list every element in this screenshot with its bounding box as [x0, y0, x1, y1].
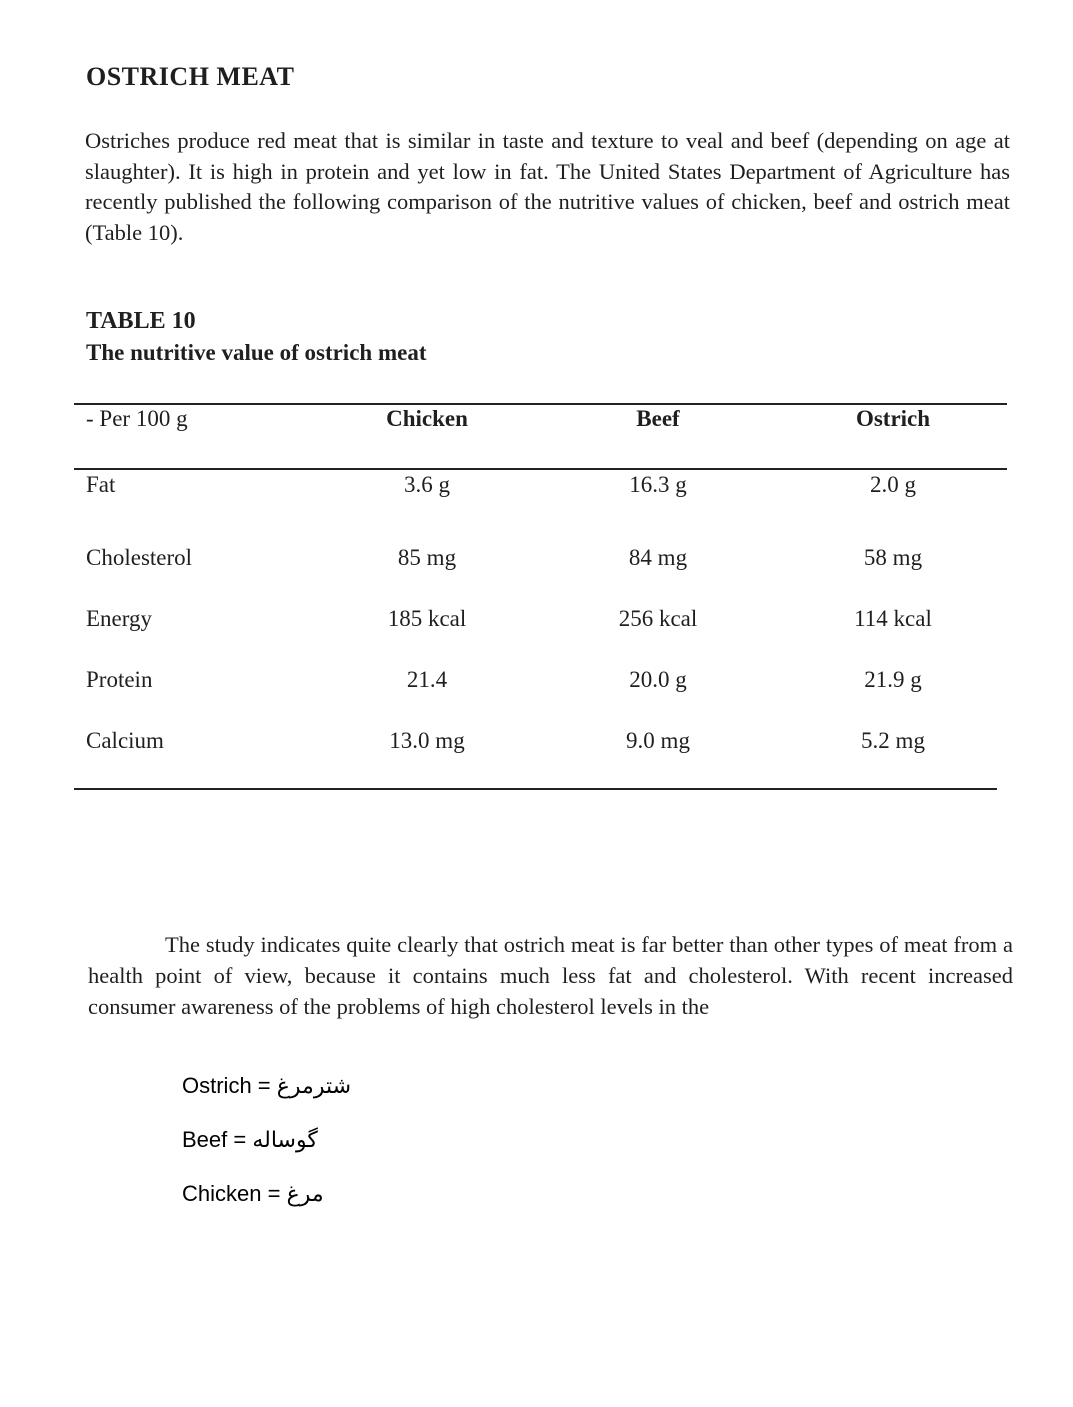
fat-chicken: 3.6 g: [404, 472, 450, 497]
glossary-translation: گوساله: [252, 1128, 318, 1153]
row-label-fat: Fat: [86, 472, 116, 497]
fat-ostrich: 2.0 g: [870, 472, 916, 497]
calcium-beef: 9.0 mg: [626, 728, 690, 753]
glossary-separator: =: [251, 1073, 277, 1098]
energy-beef: 256 kcal: [618, 606, 698, 631]
glossary-translation: شترمرغ: [276, 1074, 352, 1099]
intro-paragraph: Ostriches produce red meat that is similar in taste and texture to veal and beef (depending on age at slaughter). It is high in protein and yet low in fat. The United States Department of Agriculture has recently published the following comparison of the nutritive values of chicken, beef and ostrich meat (Table 10).: [85, 128, 1010, 245]
energy-chicken: 185 kcal: [387, 606, 467, 631]
glossary-translation: مرغ: [286, 1182, 324, 1207]
protein-beef: 20.0 g: [629, 667, 687, 692]
table-bottom-rule: [74, 788, 997, 790]
table-header-rule: [74, 468, 1007, 470]
energy-ostrich: 114 kcal: [854, 606, 932, 631]
glossary-entry-ostrich: [182, 1073, 351, 1099]
row-label-energy: Energy: [86, 606, 153, 631]
glossary-entry-chicken: [182, 1181, 324, 1207]
glossary-term: Chicken: [182, 1181, 262, 1206]
cholesterol-beef: 84 mg: [628, 545, 688, 570]
calcium-chicken: 13.0 mg: [389, 728, 465, 753]
fat-beef: 16.3 g: [629, 472, 687, 497]
glossary-separator: =: [261, 1181, 287, 1206]
calcium-ostrich: 5.2 mg: [861, 728, 925, 753]
row-label-cholesterol: Cholesterol: [86, 545, 193, 570]
header-ostrich: Ostrich: [855, 406, 931, 431]
glossary-term: Beef: [182, 1127, 228, 1152]
conclusion-paragraph: The study indicates quite clearly that ostrich meat is far better than other types of meat from a health point of view, because it contains much less fat and cholesterol. With recent increased consumer awareness of the problems of high cholesterol levels in the: [88, 932, 1013, 1019]
protein-chicken: 21.4: [406, 667, 448, 692]
table-label: TABLE 10: [86, 308, 196, 334]
row-label-protein: Protein: [86, 667, 153, 692]
header-chicken: Chicken: [386, 406, 468, 431]
page-title: OSTRICH MEAT: [86, 62, 295, 91]
table-top-rule: [74, 403, 1007, 405]
glossary-separator: =: [227, 1127, 253, 1152]
header-per-100g: - Per 100 g: [86, 406, 188, 431]
row-label-calcium: Calcium: [86, 728, 164, 753]
cholesterol-ostrich: 58 mg: [863, 545, 923, 570]
glossary-entry-beef: [182, 1127, 318, 1153]
protein-ostrich: 21.9 g: [864, 667, 922, 692]
header-beef: Beef: [636, 406, 680, 431]
cholesterol-chicken: 85 mg: [397, 545, 457, 570]
table-caption: The nutritive value of ostrich meat: [86, 340, 427, 365]
glossary-term: Ostrich: [182, 1073, 252, 1098]
